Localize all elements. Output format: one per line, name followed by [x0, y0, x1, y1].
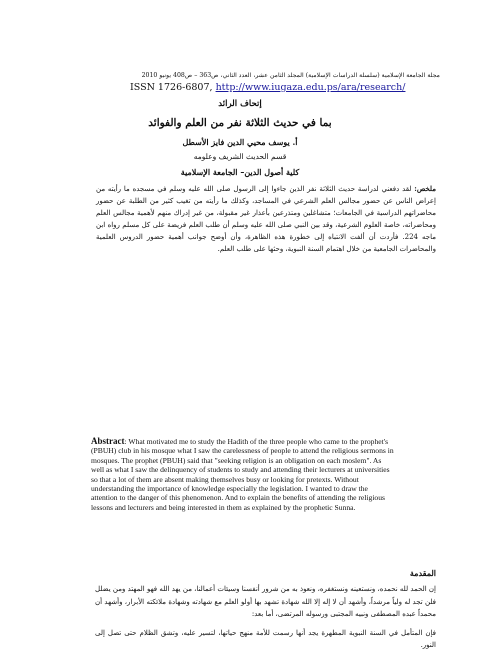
introduction-body — [95, 583, 436, 658]
english-abstract — [91, 437, 396, 512]
author-department: قسم الحديث الشريف وعلومه — [193, 152, 287, 161]
arabic-abstract — [96, 183, 436, 255]
author-name: أ. يوسف محيي الدين فايز الأسطل — [182, 137, 298, 147]
english-abstract-text: : What motivated me to study the Hadith of the three people who came to the prophet's (PBUH) club in his mosque what I saw the carelessness of people to attend the religious sermons in mosques. The prophet (PBUH) said that "seeking religion is an obligation on each moslem". As well as what I saw the delinquency of students to study and attending their lecturers at universities so that a lot of them are absent making themselves busy or looking for pretexts. Without understanding the importance of knowledge especially the legislation. I wanted to draw the attention to the danger of this phenomenon. And to explain the benefits of attending the religious lessons and lecturers and being interested in them as explained by the prophetic Sunna. — [91, 437, 394, 512]
english-abstract-label: Abstract — [91, 436, 125, 446]
introduction-paragraph: فإن المتأمل في السنة النبوية المطهرة يجد أنها رسمت للأمة منهج حياتها، لتسير عليه، وتشق الظلام حتى تصل إلى النور. — [95, 628, 436, 649]
introduction-paragraph: إن الحمد لله نحمده، ونستعينه ونستغفره، ونعوذ به من شرور أنفسنا وسيئات أعمالنا، من يهد الله فهو المهتد ومن يضلل فلن تجد له ولياً مرشداً، وأشهد أن لا إله إلا الله شهادة تشهد بها أولو العلم مع شهادته وشهادة ملائكته الأبرار، وأشهد أن محمداً عبده المصطفى ونبيه المجتبى ورسوله المرتضى، أما بعد: — [95, 585, 436, 618]
issn-line — [130, 82, 406, 93]
paper-title: بما في حديث الثلاثة نفر من العلم والفوائد — [148, 117, 332, 129]
paper-rubric: إتحاف الرائد — [218, 99, 262, 109]
issn-number: ISSN 1726-6807, — [130, 82, 213, 93]
arabic-abstract-label: ملخص: — [414, 184, 436, 193]
author-faculty: كلية أصول الدين– الجامعة الإسلامية — [180, 167, 300, 177]
introduction-heading: المقدمة — [409, 568, 436, 578]
arabic-abstract-text: لقد دفعني لدراسة حديث الثلاثة نفر الذين جاءوا إلى الرسول صلى الله عليه وسلم في مسجده ما رأيته من إعراض الناس عن حضور مجالس العلم الشرعي في المساجد، وكذلك ما رأيته من تغيب كثير من الطلبة عن حضور محاضراتهم الدراسية في الجامعات؛ متشاغلين ومتذرعين بأعذار غير مقبولة، من غير إدراك منهم لأهمية مجالس العلم ومحاضراته، خاصة العلوم الشرعية، وقد بين النبي صلى الله عليه وسلم أن طلب العلم فريضة على كل مسلم رواه ابن ماجه 224. فأردت أن ألفت الانتباه إلى خطورة هذه الظاهرة، وأن أوضح جوانب أهمية حضور الدروس العلمية والمحاضرات الجامعية من خلال اهتمام السنة النبوية، وحثها على طلب العلم. — [96, 185, 437, 253]
journal-url-link[interactable]: http://www.iugaza.edu.ps/ara/research/ — [215, 82, 406, 93]
journal-citation: مجلة الجامعة الإسلامية (سلسلة الدراسات الإسلامية) المجلد الثامن عشر، العدد الثاني، ص363 – ص408 يونيو 2010 — [141, 72, 440, 79]
